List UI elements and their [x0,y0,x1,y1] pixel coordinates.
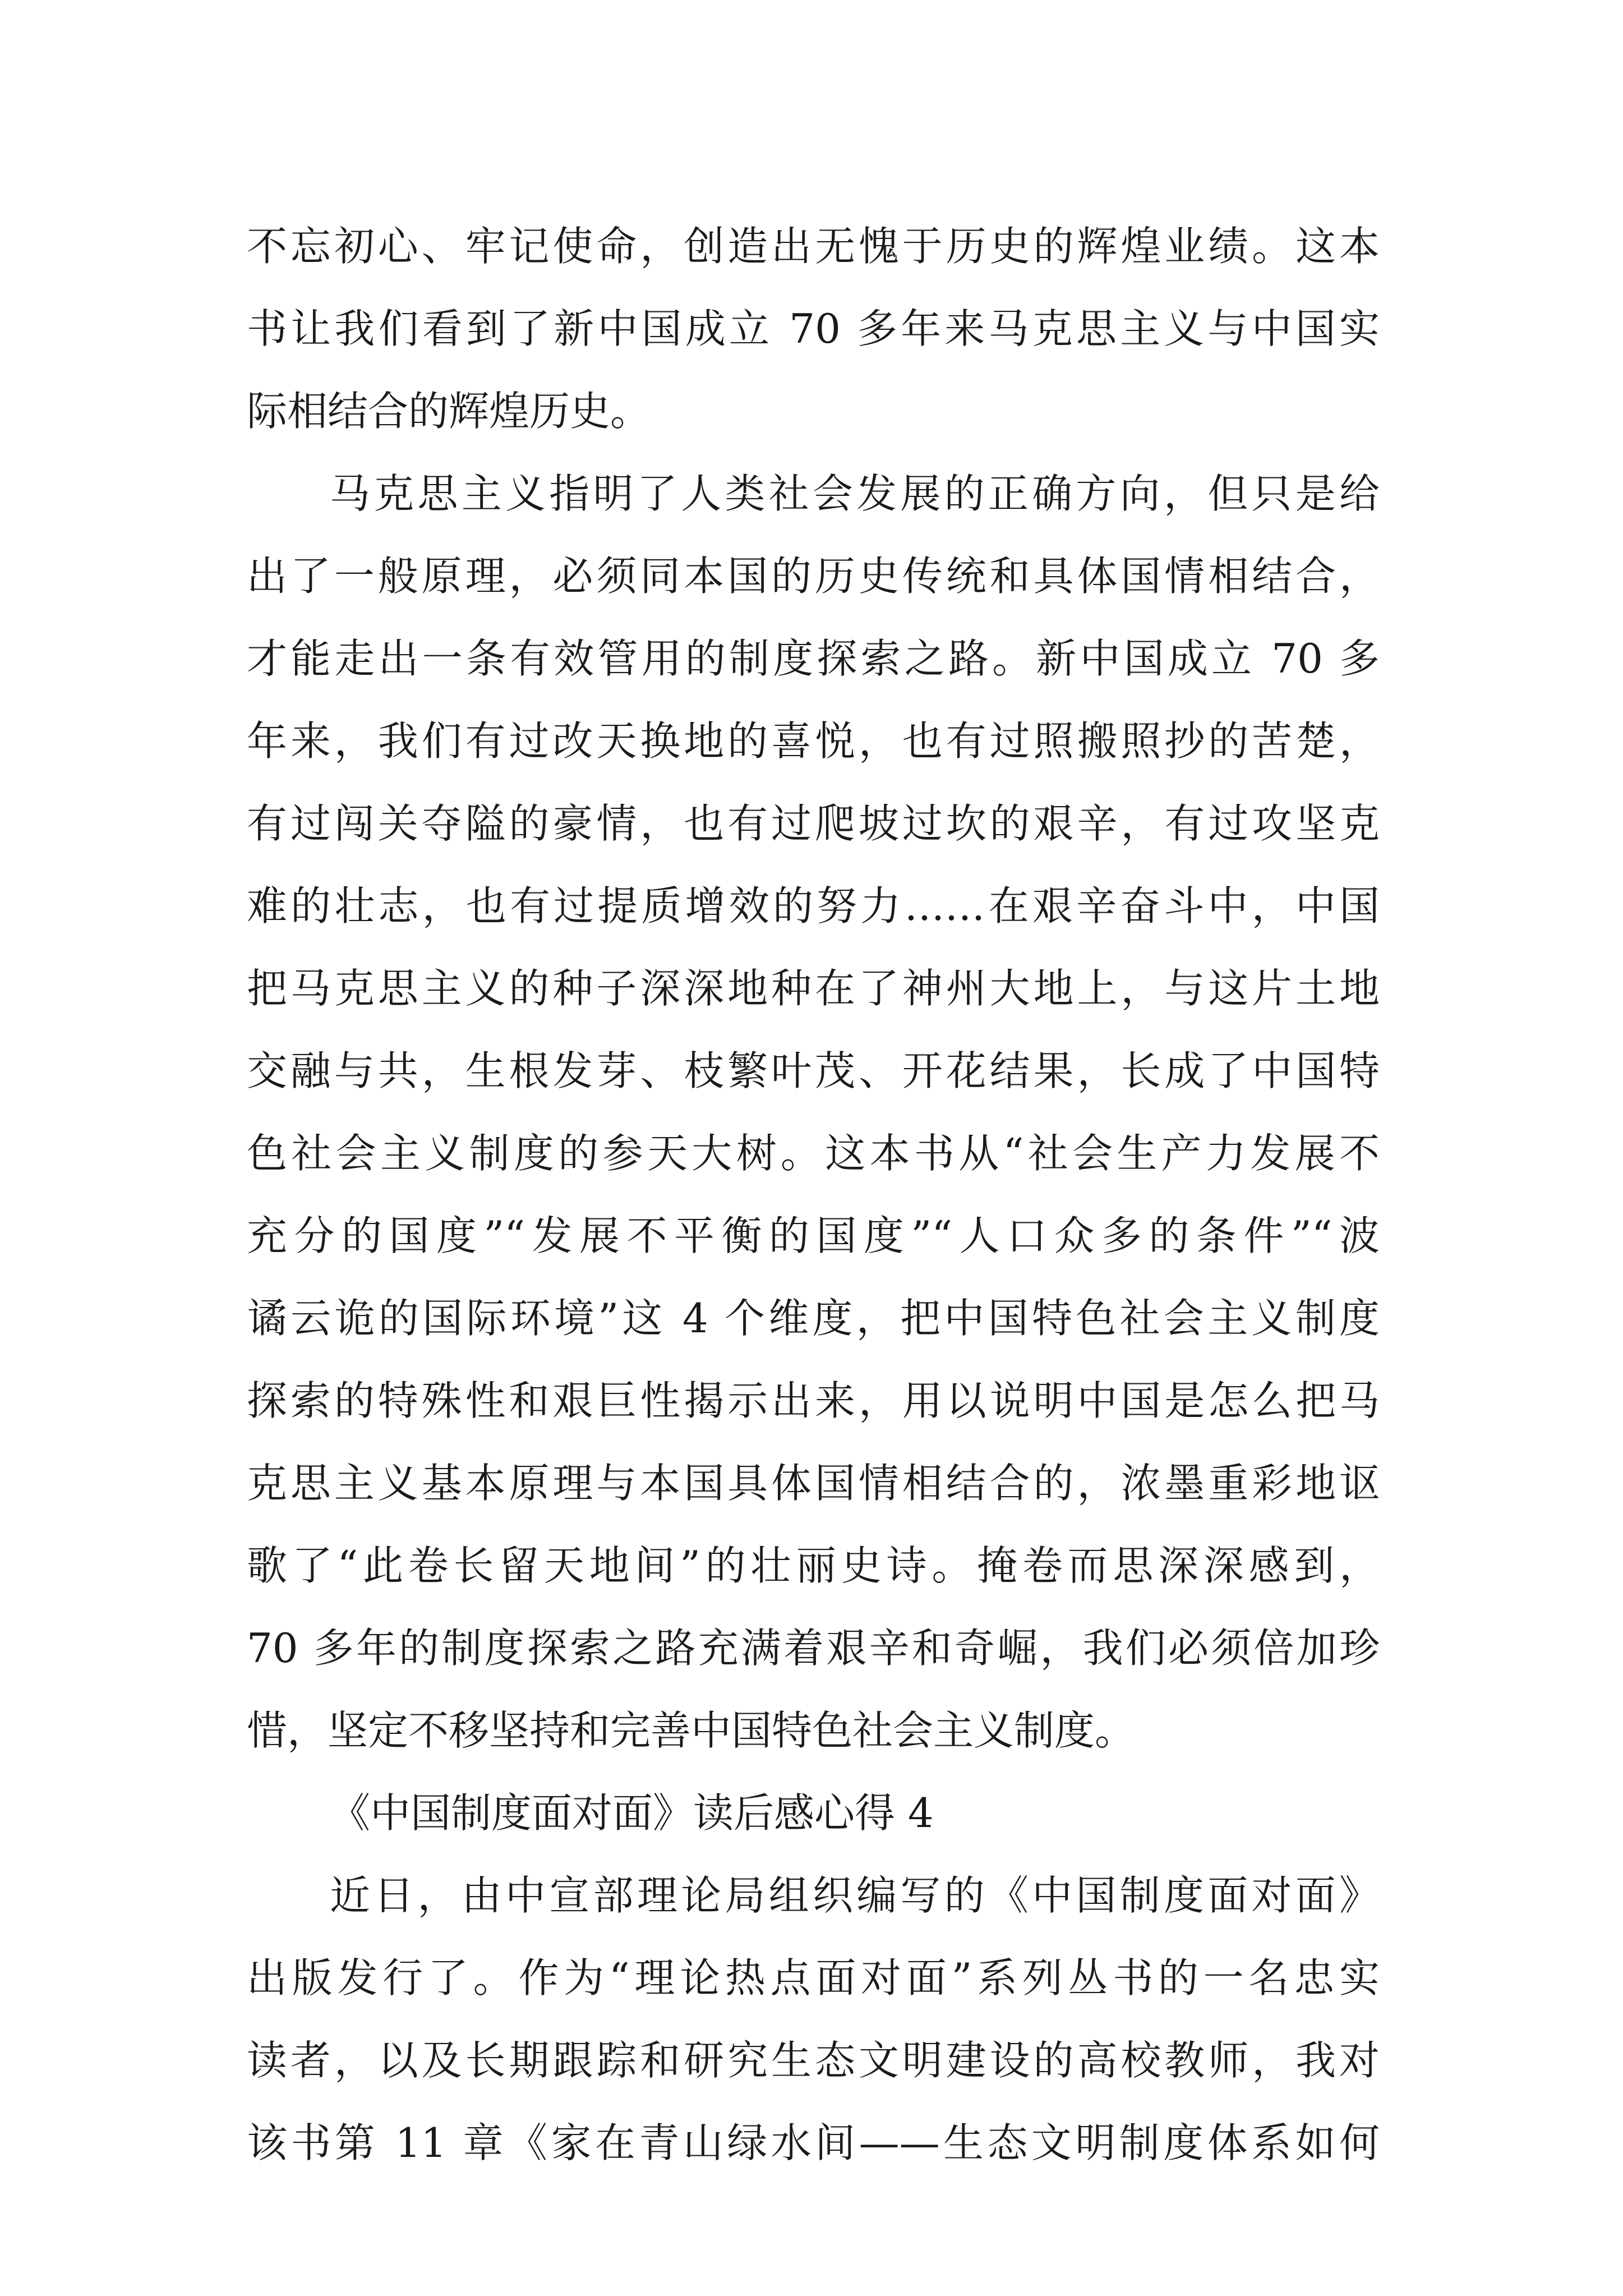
text-line: 交融与共，生根发芽、枝繁叶茂、开花结果，长成了中国特 [247,1047,1380,1094]
document-body [247,205,1380,2184]
text-line: 年来，我们有过改天换地的喜悦，也有过照搬照抄的苦楚， [247,717,1380,765]
text-line: 出版发行了。作为“理论热点面对面”系列丛书的一名忠实 [247,1954,1380,2001]
text-line: 出了一般原理，必须同本国的历史传统和具体国情相结合， [247,553,1380,600]
text-line: 有过闯关夺隘的豪情，也有过爬坡过坎的艰辛，有过攻坚克 [247,800,1380,847]
text-line: 该书第 11 章《家在青山绿水间——生态文明制度体系如何 [247,2119,1380,2166]
section-heading: 《中国制度面对面》读后感心得 4 [330,1789,934,1837]
text-line: 色社会主义制度的参天大树。这本书从“社会生产力发展不 [247,1130,1380,1177]
text-line: 际相结合的辉煌历史。 [247,388,651,435]
text-line: 读者，以及长期跟踪和研究生态文明建设的高校教师，我对 [247,2037,1380,2084]
text-line: 惜，坚定不移坚持和完善中国特色社会主义制度。 [247,1707,1136,1754]
text-line: 70 多年的制度探索之路充满着艰辛和奇崛，我们必须倍加珍 [247,1625,1380,1672]
text-line: 把马克思主义的种子深深地种在了神州大地上，与这片土地 [247,965,1380,1012]
text-line: 近日，由中宣部理论局组织编写的《中国制度面对面》 [330,1872,1380,1919]
text-line: 充分的国度”“发展不平衡的国度”“人口众多的条件”“波 [247,1212,1380,1259]
text-line: 不忘初心、牢记使命，创造出无愧于历史的辉煌业绩。这本 [247,223,1380,270]
text-line: 难的壮志，也有过提质增效的努力……在艰辛奋斗中，中国 [247,882,1380,930]
text-line: 探索的特殊性和艰巨性揭示出来，用以说明中国是怎么把马 [247,1377,1380,1424]
text-line: 才能走出一条有效管用的制度探索之路。新中国成立 70 多 [247,635,1380,682]
text-line: 马克思主义指明了人类社会发展的正确方向，但只是给 [330,470,1380,517]
text-line: 书让我们看到了新中国成立 70 多年来马克思主义与中国实 [247,305,1380,352]
text-line: 克思主义基本原理与本国具体国情相结合的，浓墨重彩地讴 [247,1460,1380,1507]
text-line: 谲云诡的国际环境”这 4 个维度，把中国特色社会主义制度 [247,1295,1380,1342]
text-line: 歌了“此卷长留天地间”的壮丽史诗。掩卷而思深深感到， [247,1542,1380,1589]
